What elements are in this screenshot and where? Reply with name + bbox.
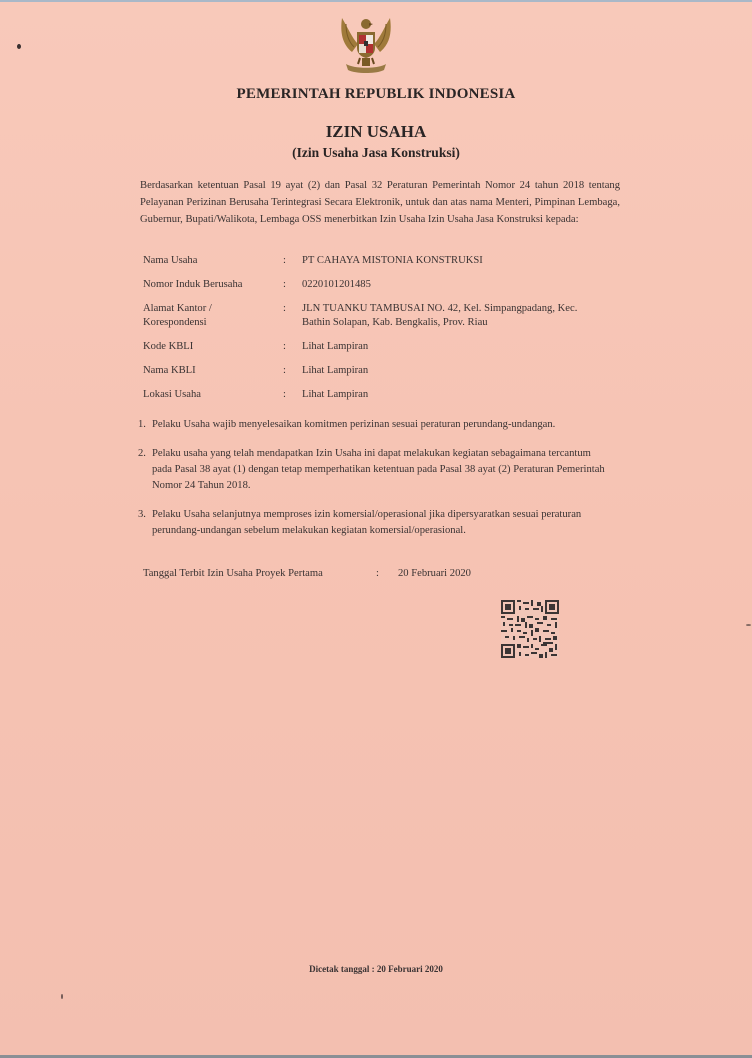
- printed-date: Dicetak tanggal : 20 Februari 2020: [309, 964, 443, 974]
- intro-paragraph: Berdasarkan ketentuan Pasal 19 ayat (2) dan Pasal 32 Peraturan Pemerintah Nomor 24 tahun 2018 tentang Pelayanan Perizinan Berusaha Terintegrasi Secara Elektronik, untuk dan atas nama Menteri, Pimpinan Lembaga, Gubernur, Bupati/Walikota, Lembaga OSS menerbitkan Izin Usaha Izin Usaha Jasa Konstruksi kepada:: [140, 180, 620, 225]
- field-label: Lokasi Usaha: [143, 389, 201, 400]
- field-label: Nama KBLI: [143, 365, 196, 376]
- field-value: Lihat Lampiran: [302, 341, 369, 352]
- document-title: IZIN USAHA: [325, 122, 427, 141]
- field-colon: :: [283, 389, 286, 400]
- field-colon: :: [283, 365, 286, 376]
- field-row-alamat: [143, 302, 623, 330]
- garuda-emblem-icon: [338, 14, 394, 76]
- issue-date-value: 20 Februari 2020: [398, 568, 471, 579]
- note-number: 1.: [138, 419, 146, 430]
- field-colon: :: [283, 303, 286, 314]
- note-item: [138, 507, 613, 539]
- note-item: [138, 446, 613, 494]
- issue-date-label: Tanggal Terbit Izin Usaha Proyek Pertama: [143, 568, 323, 579]
- obligation-notes: [138, 417, 613, 552]
- field-value: JLN TUANKU TAMBUSAI NO. 42, Kel. Simpangpadang, Kec. Bathin Solapan, Kab. Bengkalis, Prov. Riau: [302, 303, 578, 328]
- field-colon: :: [283, 279, 286, 290]
- field-row-nomor-induk: [143, 278, 623, 292]
- field-value: PT CAHAYA MISTONIA KONSTRUKSI: [302, 255, 483, 266]
- field-label: Nomor Induk Berusaha: [143, 279, 243, 290]
- note-number: 2.: [138, 448, 146, 459]
- field-value: Lihat Lampiran: [302, 365, 369, 376]
- business-fields: [143, 254, 623, 412]
- note-text: Pelaku Usaha wajib menyelesaikan komitmen perizinan sesuai peraturan perundang-undangan.: [152, 419, 556, 430]
- qr-code-icon: [501, 600, 559, 658]
- field-row-kode-kbli: [143, 340, 623, 354]
- government-header: PEMERINTAH REPUBLIK INDONESIA: [236, 86, 516, 102]
- field-row-nama-kbli: [143, 364, 623, 378]
- note-text: Pelaku Usaha selanjutnya memproses izin komersial/operasional jika dipersyaratkan sesuai peraturan perundang-undangan sebelum melakukan kegiatan komersial/operasional.: [152, 509, 582, 536]
- field-colon: :: [283, 255, 286, 266]
- field-colon: :: [283, 341, 286, 352]
- field-label: Nama Usaha: [143, 255, 198, 266]
- scan-speck: [746, 624, 751, 626]
- note-number: 3.: [138, 509, 146, 520]
- field-label: Alamat Kantor / Korespondensi: [143, 303, 212, 328]
- document-subtitle: (Izin Usaha Jasa Konstruksi): [292, 145, 460, 160]
- issue-date-row: [143, 568, 543, 579]
- field-row-lokasi-usaha: [143, 388, 623, 402]
- note-item: [138, 417, 613, 433]
- field-value: Lihat Lampiran: [302, 389, 369, 400]
- field-label: Kode KBLI: [143, 341, 194, 352]
- issue-date-colon: :: [376, 568, 379, 579]
- scan-speck: [61, 994, 63, 999]
- note-text: Pelaku usaha yang telah mendapatkan Izin Usaha ini dapat melakukan kegiatan sebagaimana tercantum pada Pasal 38 ayat (1) dengan tetap memperhatikan ketentuan pada Pasal 38 ayat (2) Peraturan Pemerintah Nomor 24 Tahun 2018.: [152, 448, 605, 491]
- field-row-nama-usaha: [143, 254, 623, 268]
- scan-speck: [17, 44, 21, 49]
- field-value: 0220101201485: [302, 279, 371, 290]
